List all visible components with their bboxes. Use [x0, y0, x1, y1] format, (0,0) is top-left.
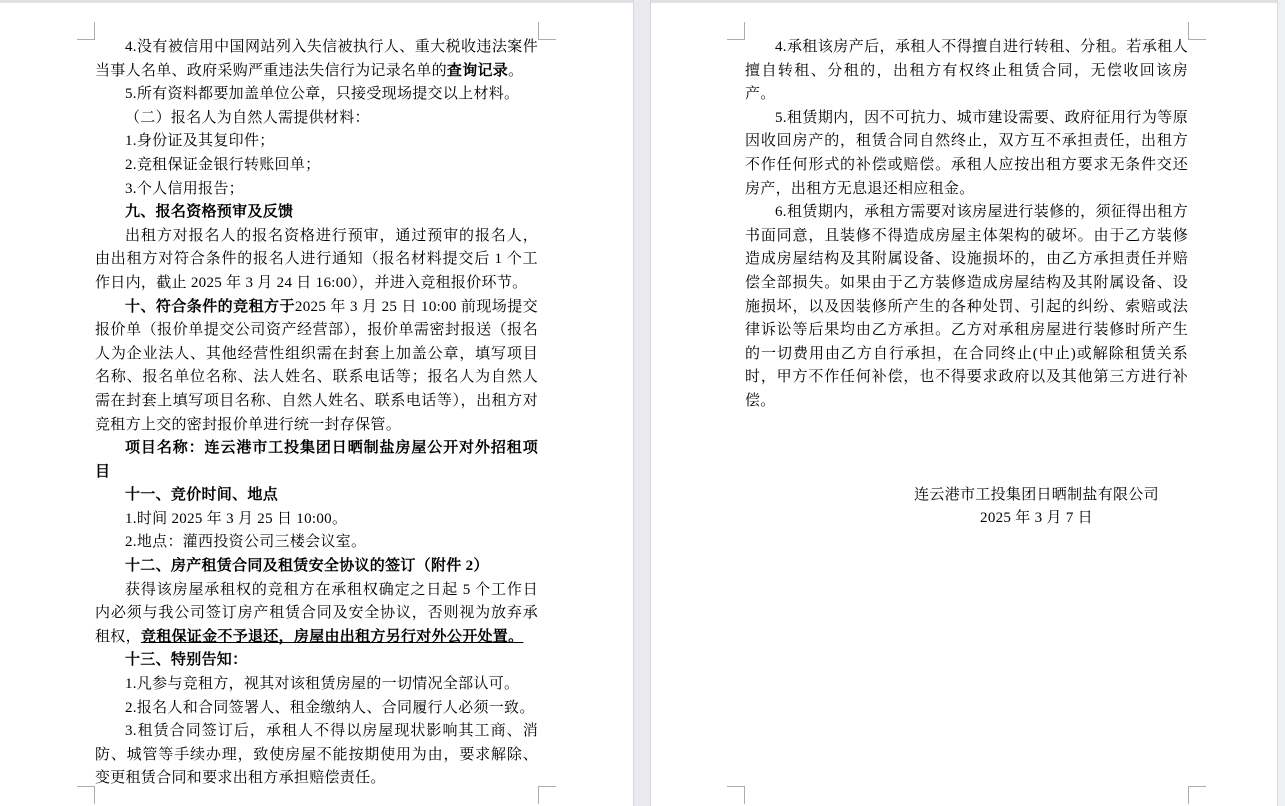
list-item: 2.竞租保证金银行转账回单；	[125, 156, 321, 173]
crop-mark-right-page-bottom-left	[727, 786, 745, 804]
project-name-line: 项目名称：连云港市工投集团日晒制盐房屋公开对外招租项目	[95, 440, 538, 480]
section-heading-9: 九、报名资格预审及反馈	[125, 204, 294, 221]
para-10-lead-bold: 十、符合条件的竞租方于	[125, 298, 295, 315]
signature-company: 连云港市工投集团日晒制盐有限公司	[914, 486, 1159, 503]
para-4-credit-pre: 4.没有被信用中国网站列入失信被执行人、重大税收违法案件当事人名单、政府采购严重违法失信行为记录名单的	[95, 39, 538, 79]
paragraph: 5.租赁期内，因不可抗力、城市建设需要、政府征用行为等原因收回房产的，租赁合同自然终止，双方互不承担责任，出租方不作任何形式的补偿或赔偿。承租人应按出租方要求无条件交还房产，出租方无息退还相应租金。	[745, 109, 1188, 197]
left-page-text	[95, 36, 538, 791]
page-gap	[633, 0, 651, 806]
paragraph	[95, 579, 538, 650]
paragraph: 5.所有资料都要加盖单位公章，只接受现场提交以上材料。	[125, 86, 520, 103]
crop-mark-left-page-bottom-left	[77, 786, 95, 804]
right-page-text	[745, 36, 1188, 531]
para-12-bold-underline: 竞租保证金不予退还，房屋由出租方另行对外公开处置。	[140, 628, 524, 645]
paragraph: （二）报名人为自然人需提供材料：	[125, 109, 370, 126]
vertical-scrollbar[interactable]	[1277, 0, 1285, 806]
list-item: 1.时间 2025 年 3 月 25 日 10:00。	[125, 510, 348, 527]
signature-date: 2025 年 3 月 7 日	[980, 510, 1093, 527]
crop-mark-right-page-top-right	[1188, 22, 1206, 40]
list-item: 2.报名人和合同签署人、租金缴纳人、合同履行人必须一致。	[125, 699, 535, 716]
crop-mark-left-page-top-left	[77, 22, 95, 40]
paragraph: 出租方对报名人的报名资格进行预审，通过预审的报名人，由出租方对符合条件的报名人进行通知（报名材料提交后 1 个工作日内，截止 2025 年 3 月 24 日 16:00），并进入竞租报价环节。	[95, 227, 538, 291]
crop-mark-right-page-bottom-right	[1188, 786, 1206, 804]
para-12-normal: 获得该房屋承租权的竞租方在承租权确定之日起 5 个工作日内必须与我公司签订房产租赁合同及安全协议，否则视为放弃承租权，	[95, 581, 538, 645]
list-item: 2.地点：灌西投资公司三楼会议室。	[125, 534, 367, 551]
section-heading-13: 十三、特别告知：	[125, 652, 248, 669]
section-heading-12: 十二、房产租赁合同及租赁安全协议的签订（附件 2）	[125, 558, 489, 575]
para-10-rest: 2025 年 3 月 25 日 10:00 前现场提交报价单（报价单提交公司资产经营部），报价单需密封报送（报名人为企业法人、其他经营性组织需在封套上加盖公章，填写项目名称、报名单位名称、法人姓名、联系电话等；报名人为自然人需在封套上填写项目名称、自然人姓名、联系电话等），出租方对竞租方上交的密封报价单进行统一封存保管。	[95, 298, 538, 433]
list-item: 1.身份证及其复印件；	[125, 133, 275, 150]
paragraph	[95, 36, 538, 83]
list-item: 1.凡参与竞租方，视其对该租赁房屋的一切情况全部认可。	[125, 676, 520, 693]
para-4-credit-post: 。	[508, 62, 524, 79]
crop-mark-left-page-bottom-right	[538, 786, 556, 804]
paragraph: 4.承租该房产后，承租人不得擅自进行转租、分租。若承租人擅自转租、分租的，出租方有权终止租赁合同，无偿收回该房产。	[745, 39, 1188, 103]
crop-mark-right-page-top-left	[727, 22, 745, 40]
para-4-credit-bold: 查询记录	[446, 62, 509, 79]
crop-mark-left-page-top-right	[538, 22, 556, 40]
section-heading-11: 十一、竞价时间、地点	[125, 487, 279, 504]
list-item: 3.租赁合同签订后，承租人不得以房屋现状影响其工商、消防、城管等手续办理，致使房屋不能按期使用为由，要求解除、变更租赁合同和要求出租方承担赔偿责任。	[95, 723, 538, 787]
paragraph: 6.租赁期内，承租方需要对该房屋进行装修的，须征得出租方书面同意，且装修不得造成房屋主体架构的破坏。由于乙方装修造成房屋结构及其附属设备、设施损坏的，由乙方承担责任并赔偿全部损失。如果由于乙方装修造成房屋结构及其附属设备、设施损坏，以及因装修所产生的各种处罚、引起的纠纷、索赔或法律诉讼等后果均由乙方承担。乙方对承租房屋进行装修时所产生的一切费用由乙方自行承担，在合同终止(中止)或解除租赁关系时，甲方不作任何补偿，也不得要求政府以及其他第三方进行补偿。	[745, 204, 1188, 409]
signature-block	[745, 484, 1188, 531]
paragraph	[95, 296, 538, 438]
list-item: 3.个人信用报告；	[125, 180, 244, 197]
